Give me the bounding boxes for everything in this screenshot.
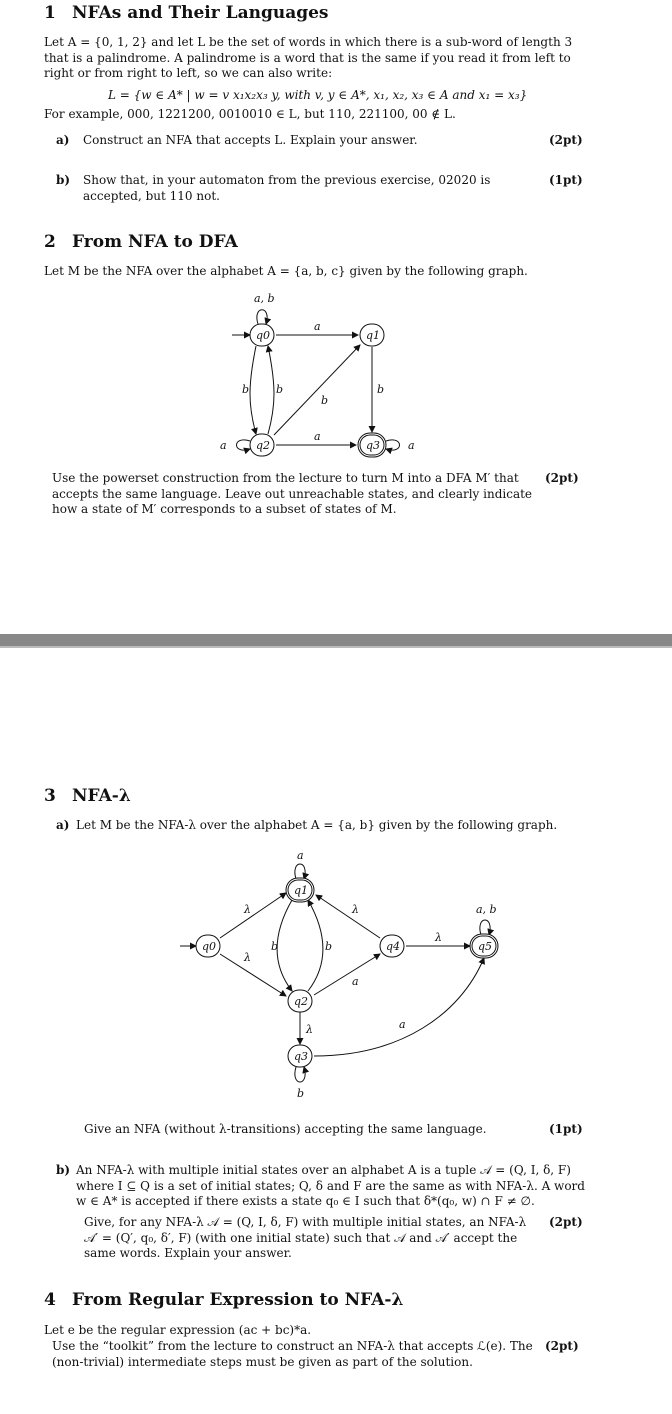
edge-q1-q3-label: b bbox=[377, 383, 385, 396]
section-3-heading bbox=[44, 786, 131, 806]
language-formula: L = {w ∈ A* | w = v x₁x₂x₃ y, with v, y ∈ A*, x₁, x₂, x₃ ∈ A and x₁ = x₃} bbox=[108, 88, 528, 102]
edge3-q4-q5-label: λ bbox=[435, 931, 442, 944]
edge3-q2-q4-label: a bbox=[352, 975, 359, 988]
q5-loop-label: a, b bbox=[476, 903, 497, 916]
nfa-lambda-graph bbox=[180, 845, 510, 1100]
q1-loop-label: a bbox=[297, 849, 304, 862]
state3-q4-label: q4 bbox=[386, 940, 401, 953]
q3-loop-2-label: b bbox=[297, 1087, 305, 1100]
task-3a-points: (1pt) bbox=[549, 1122, 583, 1136]
task-3b-label: b) bbox=[56, 1163, 71, 1177]
edge3-q3-q5-label: a bbox=[399, 1018, 406, 1031]
q1-loop bbox=[295, 864, 305, 879]
section-4-title: From Regular Expression to NFA-λ bbox=[72, 1290, 404, 1310]
task-1a-points: (2pt) bbox=[549, 133, 583, 147]
edge3-q1-q2 bbox=[277, 900, 292, 991]
state3-q5-label: q5 bbox=[478, 940, 493, 953]
q3-loop-2 bbox=[295, 1067, 305, 1082]
section-3-title: NFA-λ bbox=[72, 786, 131, 806]
section-1-number: 1 bbox=[44, 3, 56, 23]
section-2-points: (2pt) bbox=[545, 471, 579, 485]
task-3b-definition: An NFA-λ with multiple initial states over an alphabet A is a tuple 𝒜 = (Q, I, δ, F) where I ⊆ Q is a set of initial states; Q, δ and F are the same as with NFA-λ. A word w ∈ A* is accepted if there exists a state q₀ ∈ I such that δ*(q₀, w) ∩ F ≠ ∅. bbox=[76, 1163, 585, 1208]
edge3-q4-q1-label: λ bbox=[352, 903, 359, 916]
state3-q1-label: q1 bbox=[294, 884, 309, 897]
task-3b-points: (2pt) bbox=[549, 1215, 583, 1229]
edge3-q3-q5 bbox=[314, 958, 484, 1056]
edge-q2-q0 bbox=[268, 346, 274, 434]
section-4-number: 4 bbox=[44, 1290, 56, 1310]
task-3b-task: Give, for any NFA-λ 𝒜 = (Q, I, δ, F) with multiple initial states, an NFA-λ 𝒜′ = (Q′, q₀, δ′, F) (with one initial state) such that 𝒜 and 𝒜′ accept the same words. Explain your answer. bbox=[84, 1215, 527, 1260]
section-4-heading bbox=[44, 1290, 403, 1310]
edge3-q0-q2-label: λ bbox=[244, 951, 251, 964]
section-4-intro: Let e be the regular expression (ac + bc)*a. bbox=[44, 1323, 312, 1337]
section-1-heading bbox=[44, 3, 329, 23]
q2-loop-label: a bbox=[220, 439, 227, 452]
task-1b-label: b) bbox=[56, 173, 71, 187]
task-1a-label: a) bbox=[56, 133, 70, 147]
state-q2-label: q2 bbox=[256, 439, 271, 452]
edge-q2-q1 bbox=[274, 345, 360, 435]
edge-q0-q2 bbox=[250, 346, 256, 434]
q0-loop bbox=[257, 310, 267, 324]
example-text: For example, 000, 1221200, 0010010 ∈ L, but 110, 221100, 00 ∉ L. bbox=[44, 107, 456, 121]
edge3-q2-q4 bbox=[314, 954, 380, 995]
task-1a-text: Construct an NFA that accepts L. Explain your answer. bbox=[83, 133, 418, 147]
edge-q2-q3-label: a bbox=[314, 430, 321, 443]
section-2-task: Use the powerset construction from the lecture to turn M into a DFA M′ that accepts the same language. Leave out unreachable states, and clearly indicate how a state of M′ corresponds to a subset of states of M. bbox=[52, 471, 533, 516]
task-3a-task: Give an NFA (without λ-transitions) accepting the same language. bbox=[84, 1122, 487, 1136]
nfa-graph-1 bbox=[210, 285, 450, 460]
edge-q0-q1-label: a bbox=[314, 320, 321, 333]
edge3-q1-q2-label: b bbox=[271, 940, 279, 953]
section-4-task: Use the “toolkit” from the lecture to construct an NFA-λ that accepts ℒ(e). The (non-trivial) intermediate steps must be given as part of the solution. bbox=[52, 1339, 533, 1369]
edge3-q4-q1 bbox=[316, 895, 380, 938]
edge-q2-q1-label: b bbox=[321, 394, 329, 407]
edge3-q2-q1-label: b bbox=[325, 940, 333, 953]
edge3-q2-q3-label: λ bbox=[306, 1023, 313, 1036]
edge3-q0-q1 bbox=[220, 893, 286, 938]
task-3a-text: Let M be the NFA-λ over the alphabet A = {a, b} given by the following graph. bbox=[76, 818, 558, 832]
state3-q0-label: q0 bbox=[202, 940, 217, 953]
section-2-number: 2 bbox=[44, 232, 56, 252]
q2-loop bbox=[237, 440, 251, 450]
section-4-points: (2pt) bbox=[545, 1339, 579, 1353]
section-3-number: 3 bbox=[44, 786, 56, 806]
q5-loop bbox=[480, 920, 490, 935]
q0-loop-label: a, b bbox=[254, 292, 275, 305]
page-separator-shadow bbox=[0, 646, 672, 648]
task-3a-label: a) bbox=[56, 818, 70, 832]
task-1b-text: Show that, in your automaton from the previous exercise, 02020 is accepted, but 110 not. bbox=[83, 173, 491, 203]
edge3-q2-q1 bbox=[308, 900, 323, 991]
section-2-heading bbox=[44, 232, 238, 252]
edge-q0-q2-label: b bbox=[242, 383, 250, 396]
state3-q2-label: q2 bbox=[294, 995, 309, 1008]
state-q3-label: q3 bbox=[366, 439, 381, 452]
edge3-q0-q1-label: λ bbox=[244, 903, 251, 916]
state-q1-label: q1 bbox=[366, 329, 381, 342]
state3-q3-label: q3 bbox=[294, 1050, 309, 1063]
task-1b-points: (1pt) bbox=[549, 173, 583, 187]
edge-q2-q0-label: b bbox=[276, 383, 284, 396]
section-2-title: From NFA to DFA bbox=[72, 232, 238, 252]
section-2-intro: Let M be the NFA over the alphabet A = {a, b, c} given by the following graph. bbox=[44, 264, 528, 278]
section-1-intro: Let A = {0, 1, 2} and let L be the set of words in which there is a sub-word of length 3 that is a palindrome. A palindrome is a word that is the same if you read it from left to right or from right to left, so we can also write: bbox=[44, 35, 573, 80]
section-1-title: NFAs and Their Languages bbox=[72, 3, 329, 23]
q3-loop bbox=[386, 440, 400, 450]
q3-loop-label: a bbox=[408, 439, 415, 452]
state-q0-label: q0 bbox=[256, 329, 271, 342]
edge3-q0-q2 bbox=[220, 954, 286, 996]
